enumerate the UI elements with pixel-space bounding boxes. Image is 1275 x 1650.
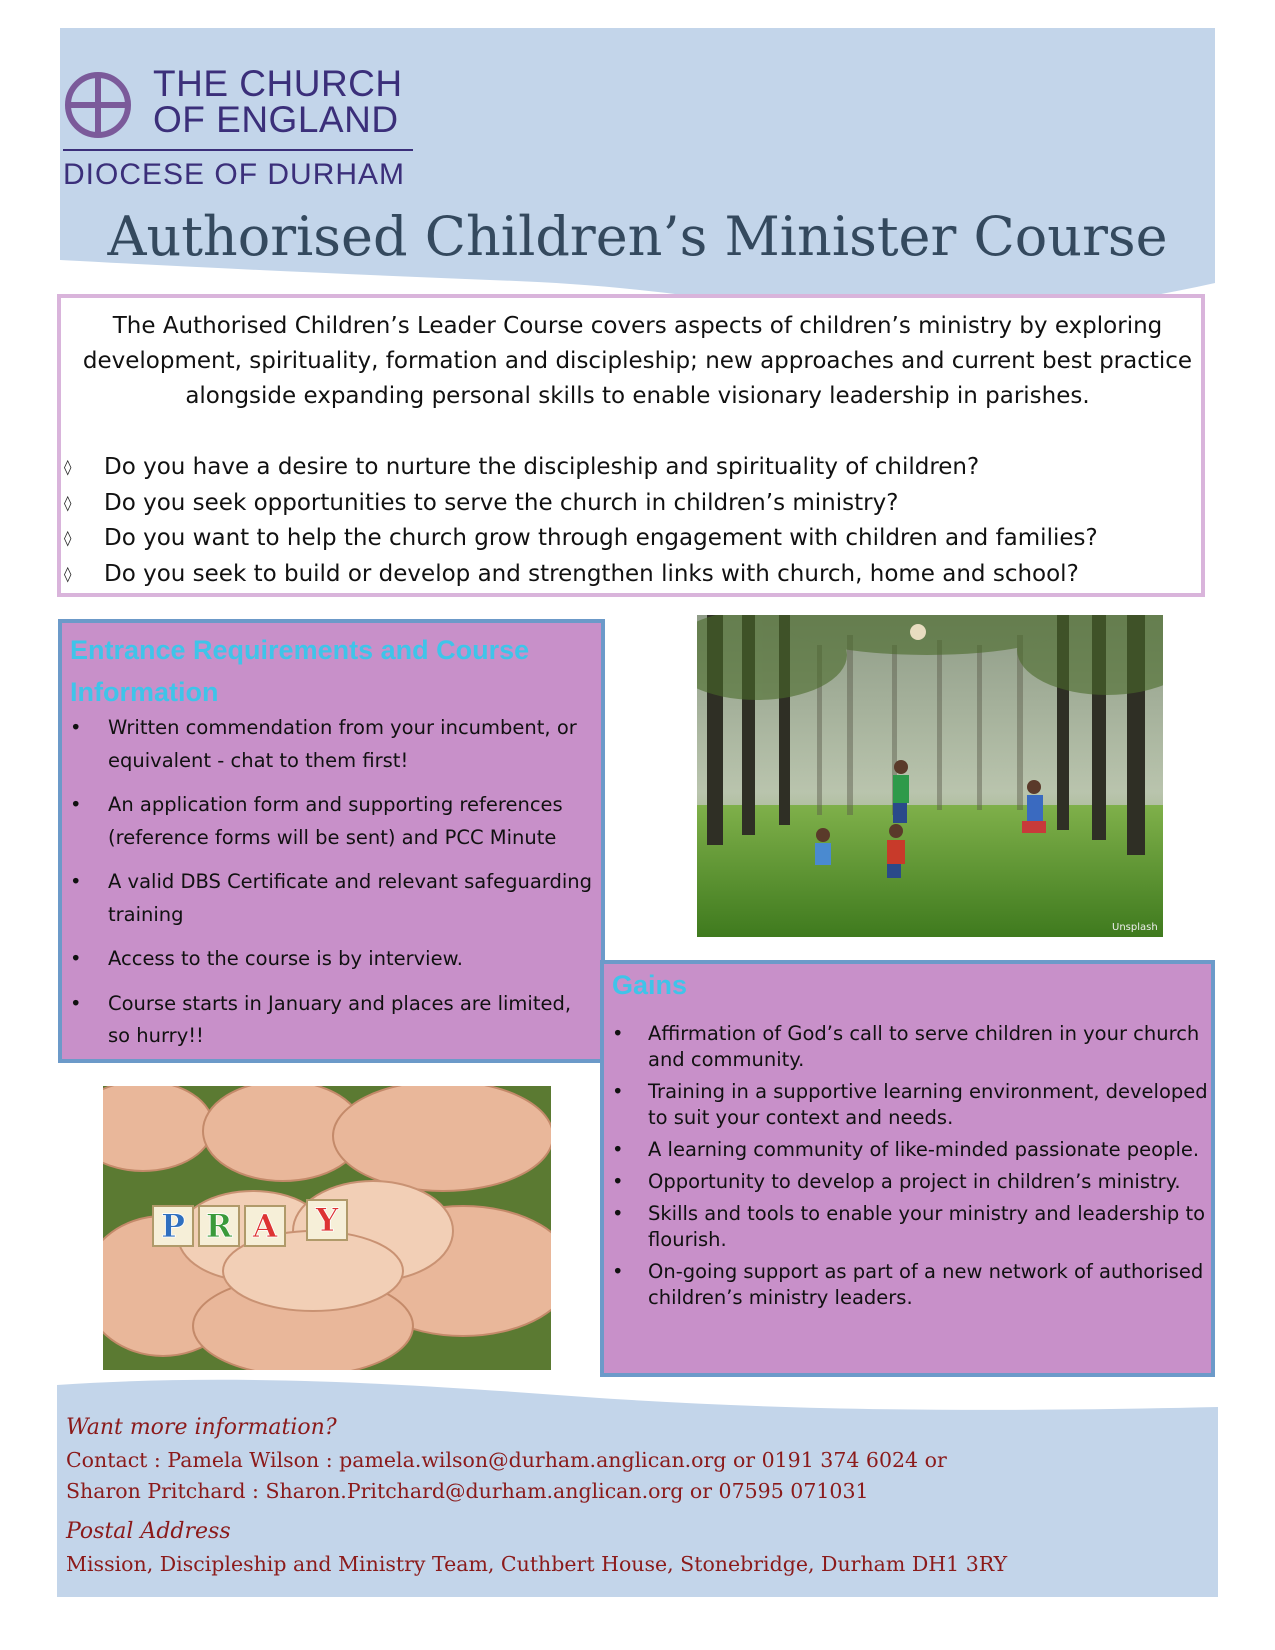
gains-heading: Gains (612, 970, 688, 1000)
letter-block-text: P (160, 1207, 186, 1246)
question-list (60, 450, 1200, 592)
gains-list (608, 1021, 1208, 1317)
list-item: • A valid DBS Certificate and relevant safeguarding training (68, 866, 598, 931)
logo-church-name (153, 63, 403, 140)
photo-credit: Unsplash (1112, 922, 1158, 933)
more-info-heading: Want more information? (66, 1415, 337, 1440)
list-item: • On-going support as part of a new network of authorised children’s ministry leaders. (608, 1259, 1208, 1311)
question-text: Do you want to help the church grow through engagement with children and families? (104, 525, 1098, 551)
intro-paragraph: The Authorised Children’s Leader Course covers aspects of children’s ministry by exploring development, spirituality, formation and discipleship; new approaches and current best practice alongside expanding personal skills to enable visionary leadership in parishes. (82, 313, 1193, 409)
logo-line-1: THE CHURCH (153, 63, 403, 104)
entrance-requirements-list (68, 712, 598, 1065)
contact-line: Contact : Pamela Wilson : pamela.wilson@durham.anglican.org or 0191 374 6024 or (66, 1448, 947, 1472)
church-of-england-cross-icon (63, 70, 133, 140)
list-item (60, 521, 1200, 557)
logo-diocese: DIOCESE OF DURHAM (63, 158, 406, 191)
list-item (60, 486, 1200, 522)
logo-line-2: OF ENGLAND (153, 99, 399, 140)
list-item (60, 557, 1200, 593)
question-text: Do you have a desire to nurture the discipleship and spirituality of children? (104, 454, 980, 480)
letter-block (153, 1206, 193, 1246)
list-item: • Opportunity to develop a project in children’s ministry. (608, 1169, 1208, 1195)
diamond-bullet-icon: ◊ (64, 493, 72, 512)
letter-block-text: R (205, 1207, 233, 1246)
letter-block-text: A (252, 1207, 278, 1246)
church-of-england-logo (63, 63, 423, 196)
list-item: • Training in a supportive learning environment, developed to suit your context and needs. (608, 1079, 1208, 1131)
list-item: • Course starts in January and places are limited, so hurry!! (68, 988, 598, 1053)
letter-block-text: Y (315, 1201, 339, 1240)
entrance-requirements-heading: Entrance Requirements and Course Information (70, 635, 530, 707)
pray-blocks-hands-photo (103, 1086, 551, 1370)
list-item: • Access to the course is by interview. (68, 943, 598, 976)
children-playing-forest-photo (697, 615, 1163, 937)
diamond-bullet-icon: ◊ (64, 458, 72, 476)
list-item: • Affirmation of God’s call to serve children in your church and community. (608, 1021, 1208, 1073)
postal-address: Mission, Discipleship and Ministry Team, Cuthbert House, Stonebridge, Durham DH1 3RY (66, 1552, 1008, 1576)
letter-block (245, 1206, 285, 1246)
diamond-bullet-icon: ◊ (64, 564, 72, 583)
question-text: Do you seek to build or develop and strengthen links with church, home and school? (104, 560, 1079, 587)
letter-block (307, 1200, 347, 1240)
list-item: • An application form and supporting references (reference forms will be sent) and PCC Minute (68, 789, 598, 854)
list-item: • Skills and tools to enable your ministry and leadership to flourish. (608, 1201, 1208, 1253)
diamond-bullet-icon: ◊ (64, 529, 72, 547)
list-item: • A learning community of like-minded passionate people. (608, 1137, 1208, 1163)
list-item (60, 450, 1200, 486)
postal-address-heading: Postal Address (66, 1519, 231, 1544)
pray-blocks (153, 1200, 347, 1246)
contact-line-sharon: Sharon Pritchard : Sharon.Pritchard@durham.anglican.org or 07595 071031 (66, 1479, 869, 1503)
letter-block (199, 1206, 239, 1246)
logo-divider (63, 149, 413, 151)
list-item: • Written commendation from your incumbent, or equivalent - chat to them first! (68, 712, 598, 777)
page-title: Authorised Children’s Minister Course (107, 205, 1168, 268)
question-text: Do you seek opportunities to serve the church in children’s ministry? (104, 489, 899, 516)
